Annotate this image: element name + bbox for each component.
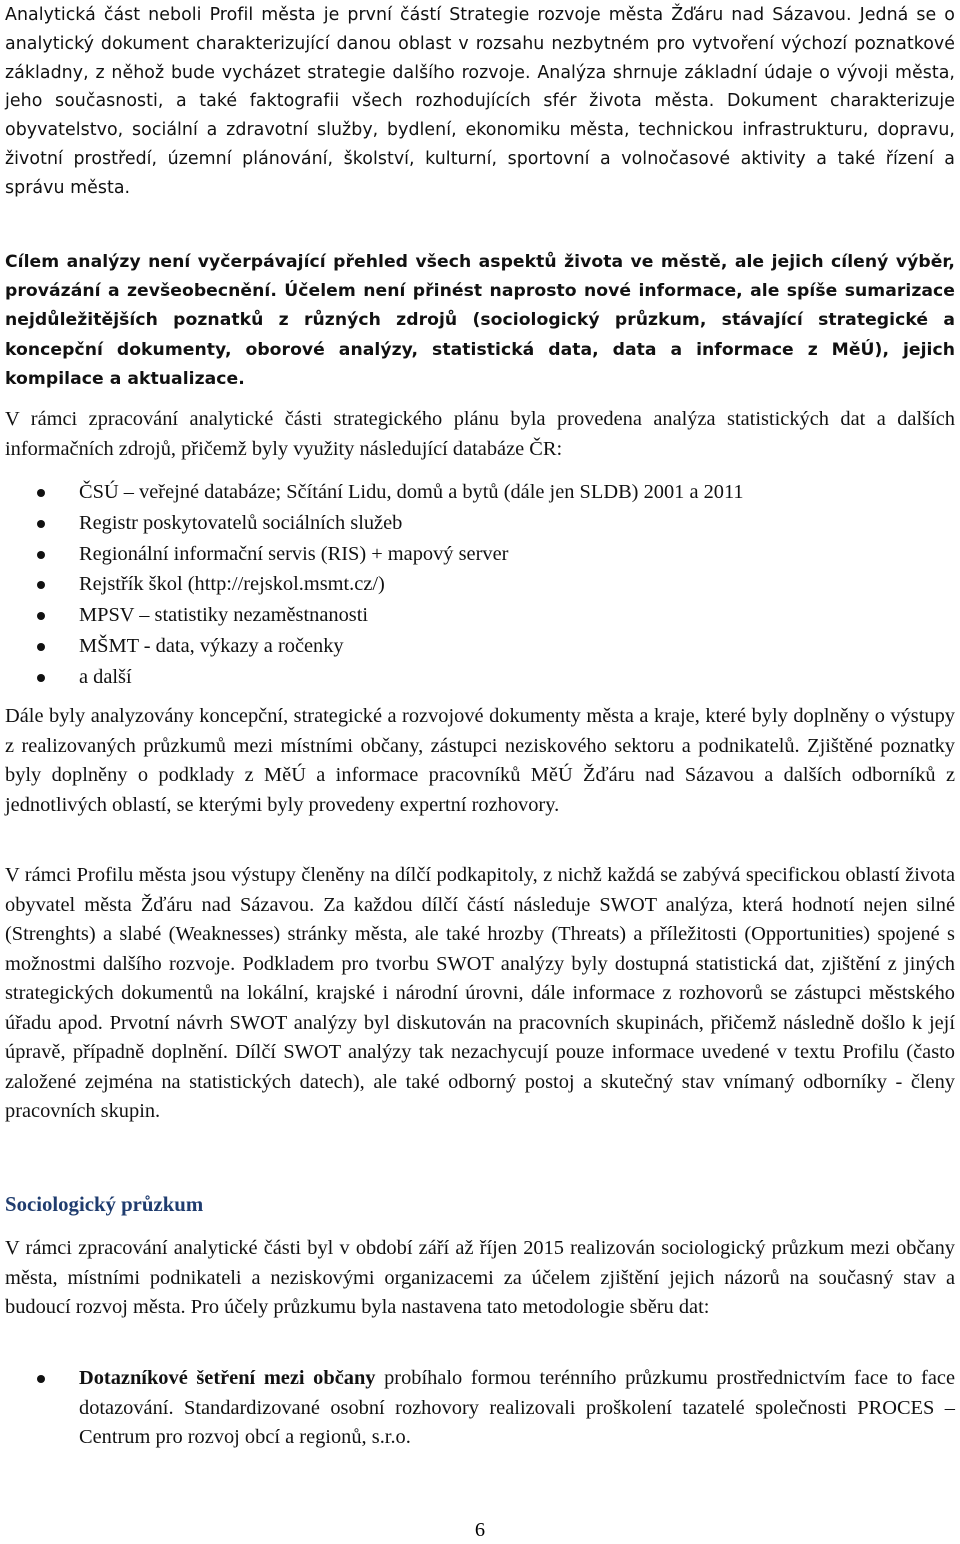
bullet-icon	[37, 489, 45, 497]
list-item	[5, 631, 955, 662]
survey-paragraph: V rámci zpracování analytické části byl v období září až říjen 2015 realizován sociologický průzkum mezi občany města, místními podnikateli a neziskovými organizacemi za účelem zjištění jejich názorů na současný stav a budoucí rozvoj města. Pro účely průzkumu byla nastavena tato metodologie sběru dat:	[5, 1237, 955, 1318]
bullet-icon	[37, 612, 45, 620]
list-item	[5, 477, 955, 508]
bullet-icon	[37, 581, 45, 589]
sources-lead-paragraph: V rámci zpracování analytické části strategického plánu byla provedena analýza statistických dat a dalších informačních zdrojů, přičemž byly využity následující databáze ČR:	[5, 408, 955, 460]
method-list	[5, 1364, 955, 1453]
list-item-text: Regionální informační servis (RIS) + mapový server	[79, 542, 509, 565]
bullet-icon	[37, 1375, 45, 1383]
list-item-text: a další	[79, 665, 132, 688]
list-item-text: Rejstřík škol (http://rejskol.msmt.cz/)	[79, 573, 385, 596]
list-item	[5, 662, 955, 693]
list-item	[5, 569, 955, 600]
list-item-text: probíhalo formou terénního průzkumu prostřednictvím face to face dotazování. Standardizované osobní rozhovory realizovali proškolení tazatelé společnosti PROCES – Centrum pro rozvoj obcí a regionů, s.r.o.	[79, 1367, 955, 1448]
bullet-icon	[37, 674, 45, 682]
section-heading: Sociologický průzkum	[5, 1193, 204, 1216]
aim-paragraph: Cílem analýzy není vyčerpávající přehled všech aspektů života ve městě, ale jejich cílený výběr, provázání a zevšeobecnění. Účelem není přinést naprosto nové informace, ale spíše sumarizace nejdůležitějších poznatků z různých zdrojů (sociologický průzkum, stávající strategické a koncepční dokumenty, oborové analýzy, statistická data, data a informace z MěÚ), jejich kompilace a aktualizace.	[5, 252, 955, 389]
sources-list	[5, 477, 955, 693]
analysis-paragraph: Dále byly analyzovány koncepční, strategické a rozvojové dokumenty města a kraje, které byly doplněny o výstupy z realizovaných průzkumů mezi místními občany, zástupci neziskového sektoru a podnikatelů. Zjištěné poznatky byly doplněny o podklady z MěÚ a informace pracovníků MěÚ Žďáru nad Sázavou a dalších odborníků z jednotlivých oblastí, se kterými byly provedeny expertní rozhovory.	[5, 705, 955, 816]
list-item	[5, 539, 955, 570]
bullet-icon	[37, 643, 45, 651]
list-item-text: MPSV – statistiky nezaměstnanosti	[79, 604, 369, 627]
bullet-icon	[37, 551, 45, 559]
list-item	[5, 600, 955, 631]
swot-paragraph: V rámci Profilu města jsou výstupy členěny na dílčí podkapitoly, z nichž každá se zabývá specifickou oblastí života obyvatel města Žďáru nad Sázavou. Za každou dílčí částí následuje SWOT analýza, která hodnotí nejen silné (Strenghts) a slabé (Weaknesses) stránky města, ale také hrozby (Threats) a příležitosti (Opportunities) spojené s možnostmi dalšího rozvoje. Podkladem pro tvorbu SWOT analýzy byly dostupná statistická dat, zjištění z jiných strategických dokumentů na lokální, krajské i národní úrovni, dále informace z rozhovorů se zástupci městského úřadu apod. Prvotní návrh SWOT analýzy byl diskutován na pracovních skupinách, přičemž následně došlo k její úpravě, případně doplnění. Dílčí SWOT analýzy tak nezachycují pouze informace uvedené v textu Profilu (často založené zejména na statistických datech), ale také odborný postoj a skutečný stav vnímaný odborníky - členy pracovních skupin.	[5, 864, 955, 1122]
page-number: 6	[474, 1519, 486, 1541]
list-item-text: ČSÚ – veřejné databáze; Sčítání Lidu, domů a bytů (dále jen SLDB) 2001 a 2011	[79, 481, 744, 503]
list-item-term: Dotazníkové šetření mezi občany	[79, 1367, 376, 1389]
bullet-icon	[37, 520, 45, 528]
list-item-text: Registr poskytovatelů sociálních služeb	[79, 511, 403, 534]
list-item	[5, 508, 955, 539]
list-item	[5, 1364, 955, 1453]
list-item-text: MŠMT - data, výkazy a ročenky	[79, 634, 344, 657]
intro-paragraph: Analytická část neboli Profil města je první částí Strategie rozvoje města Žďáru nad Sázavou. Jedná se o analytický dokument charakterizující danou oblast v rozsahu nezbytném pro vytvoření výchozí poznatkové základny, z něhož bude vycházet strategie dalšího rozvoje. Analýza shrnuje základní údaje o vývoji města, jeho současnosti, a také faktografii všech rozhodujících sfér života města. Dokument charakterizuje obyvatelstvo, sociální a zdravotní služby, bydlení, ekonomiku města, technickou infrastrukturu, dopravu, životní prostředí, územní plánování, školství, kulturní, sportovní a volnočasové aktivity a také řízení a správu města.	[5, 5, 955, 198]
